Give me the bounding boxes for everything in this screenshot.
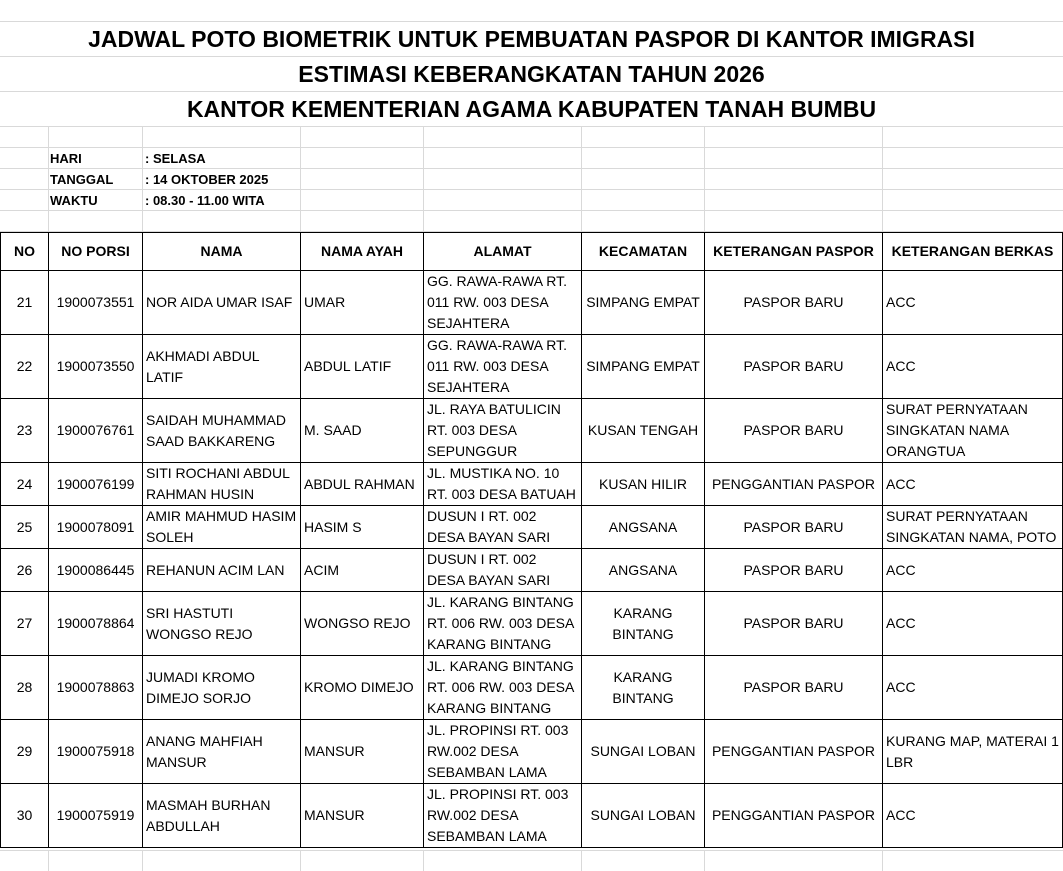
cell-nama-ayah: UMAR [301,271,424,335]
schedule-table [0,232,1063,848]
cell-no: 26 [1,549,49,592]
cell-kecamatan: SIMPANG EMPAT [582,335,705,399]
cell-nama: MASMAH BURHAN ABDULLAH [143,784,301,848]
table-row [1,399,1063,463]
cell-kecamatan: SUNGAI LOBAN [582,720,705,784]
cell-keterangan-berkas: SURAT PERNYATAAN SINGKATAN NAMA ORANGTUA [883,399,1063,463]
cell-no: 27 [1,592,49,656]
table-row [1,335,1063,399]
cell-alamat: GG. RAWA-RAWA RT. 011 RW. 003 DESA SEJAHTERA [424,335,582,399]
cell-alamat: JL. PROPINSI RT. 003 RW.002 DESA SEBAMBAN LAMA [424,784,582,848]
cell-alamat: JL. RAYA BATULICIN RT. 003 DESA SEPUNGGUR [424,399,582,463]
cell-keterangan-paspor: PASPOR BARU [705,549,883,592]
cell-no: 30 [1,784,49,848]
cell-kecamatan: KARANG BINTANG [582,592,705,656]
cell-alamat: JL. MUSTIKA NO. 10 RT. 003 DESA BATUAH [424,463,582,506]
cell-no-porsi: 1900076761 [49,399,143,463]
cell-keterangan-berkas: ACC [883,592,1063,656]
cell-keterangan-berkas: ACC [883,463,1063,506]
header-kecamatan: KECAMATAN [582,233,705,271]
cell-kecamatan: ANGSANA [582,549,705,592]
cell-alamat: JL. PROPINSI RT. 003 RW.002 DESA SEBAMBAN LAMA [424,720,582,784]
table-header-row [1,233,1063,271]
table-row [1,592,1063,656]
cell-keterangan-berkas: ACC [883,784,1063,848]
cell-no: 23 [1,399,49,463]
cell-no-porsi: 1900078863 [49,656,143,720]
cell-nama: SAIDAH MUHAMMAD SAAD BAKKARENG [143,399,301,463]
cell-nama: AMIR MAHMUD HASIM SOLEH [143,506,301,549]
cell-nama: SRI HASTUTI WONGSO REJO [143,592,301,656]
cell-nama-ayah: M. SAAD [301,399,424,463]
table-row [1,720,1063,784]
cell-keterangan-paspor: PASPOR BARU [705,271,883,335]
cell-no-porsi: 1900075918 [49,720,143,784]
info-tanggal-label: TANGGAL [50,172,114,187]
cell-kecamatan: SIMPANG EMPAT [582,271,705,335]
cell-nama: ANANG MAHFIAH MANSUR [143,720,301,784]
cell-keterangan-paspor: PASPOR BARU [705,592,883,656]
page-subtitle: ESTIMASI KEBERANGKATAN TAHUN 2026 [298,61,765,87]
cell-keterangan-berkas: ACC [883,271,1063,335]
cell-kecamatan: KARANG BINTANG [582,656,705,720]
cell-kecamatan: KUSAN HILIR [582,463,705,506]
cell-keterangan-paspor: PENGGANTIAN PASPOR [705,784,883,848]
cell-keterangan-paspor: PASPOR BARU [705,399,883,463]
page-title: JADWAL POTO BIOMETRIK UNTUK PEMBUATAN PASPOR DI KANTOR IMIGRASI [88,26,975,52]
cell-keterangan-berkas: SURAT PERNYATAAN SINGKATAN NAMA, POTO [883,506,1063,549]
cell-nama: AKHMADI ABDUL LATIF [143,335,301,399]
cell-alamat: JL. KARANG BINTANG RT. 006 RW. 003 DESA KARANG BINTANG [424,592,582,656]
header-nama-ayah: NAMA AYAH [301,233,424,271]
info-hari-label: HARI [50,151,82,166]
cell-keterangan-berkas: ACC [883,335,1063,399]
cell-nama: REHANUN ACIM LAN [143,549,301,592]
cell-nama-ayah: ABDUL RAHMAN [301,463,424,506]
cell-no: 25 [1,506,49,549]
cell-no-porsi: 1900076199 [49,463,143,506]
cell-nama-ayah: KROMO DIMEJO [301,656,424,720]
cell-kecamatan: KUSAN TENGAH [582,399,705,463]
cell-nama-ayah: MANSUR [301,720,424,784]
cell-kecamatan: SUNGAI LOBAN [582,784,705,848]
table-row [1,271,1063,335]
header-no-porsi: NO PORSI [49,233,143,271]
cell-nama: JUMADI KROMO DIMEJO SORJO [143,656,301,720]
info-hari [0,148,400,169]
cell-no: 24 [1,463,49,506]
header-keterangan-berkas: KETERANGAN BERKAS [883,233,1063,271]
cell-keterangan-paspor: PASPOR BARU [705,335,883,399]
cell-no: 29 [1,720,49,784]
cell-no: 22 [1,335,49,399]
info-tanggal [0,169,400,190]
cell-alamat: DUSUN I RT. 002 DESA BAYAN SARI [424,549,582,592]
cell-keterangan-paspor: PENGGANTIAN PASPOR [705,463,883,506]
cell-keterangan-paspor: PASPOR BARU [705,506,883,549]
cell-nama-ayah: ABDUL LATIF [301,335,424,399]
page-subtitle-office: KANTOR KEMENTERIAN AGAMA KABUPATEN TANAH BUMBU [186,96,877,122]
header-no: NO [1,233,49,271]
header-keterangan-paspor: KETERANGAN PASPOR [705,233,883,271]
info-waktu-label: WAKTU [50,193,98,208]
cell-nama-ayah: ACIM [301,549,424,592]
cell-nama: SITI ROCHANI ABDUL RAHMAN HUSIN [143,463,301,506]
cell-keterangan-berkas: KURANG MAP, MATERAI 1 LBR [883,720,1063,784]
cell-no-porsi: 1900086445 [49,549,143,592]
table-row [1,656,1063,720]
table-row [1,784,1063,848]
cell-nama-ayah: MANSUR [301,784,424,848]
cell-keterangan-berkas: ACC [883,549,1063,592]
cell-alamat: GG. RAWA-RAWA RT. 011 RW. 003 DESA SEJAHTERA [424,271,582,335]
info-waktu [0,190,400,211]
cell-keterangan-paspor: PENGGANTIAN PASPOR [705,720,883,784]
header-alamat: ALAMAT [424,233,582,271]
cell-nama: NOR AIDA UMAR ISAF [143,271,301,335]
info-tanggal-value: : 14 OKTOBER 2025 [145,172,269,187]
cell-keterangan-paspor: PASPOR BARU [705,656,883,720]
cell-nama-ayah: WONGSO REJO [301,592,424,656]
cell-nama-ayah: HASIM S [301,506,424,549]
cell-no: 28 [1,656,49,720]
cell-keterangan-berkas: ACC [883,656,1063,720]
cell-no-porsi: 1900073551 [49,271,143,335]
cell-alamat: DUSUN I RT. 002 DESA BAYAN SARI [424,506,582,549]
cell-alamat: JL. KARANG BINTANG RT. 006 RW. 003 DESA KARANG BINTANG [424,656,582,720]
info-hari-value: : SELASA [145,151,206,166]
cell-no-porsi: 1900078091 [49,506,143,549]
cell-no: 21 [1,271,49,335]
info-waktu-value: : 08.30 - 11.00 WITA [145,193,265,208]
cell-no-porsi: 1900078864 [49,592,143,656]
cell-no-porsi: 1900075919 [49,784,143,848]
table-row [1,506,1063,549]
cell-no-porsi: 1900073550 [49,335,143,399]
cell-kecamatan: ANGSANA [582,506,705,549]
table-row [1,549,1063,592]
header-nama: NAMA [143,233,301,271]
table-row [1,463,1063,506]
